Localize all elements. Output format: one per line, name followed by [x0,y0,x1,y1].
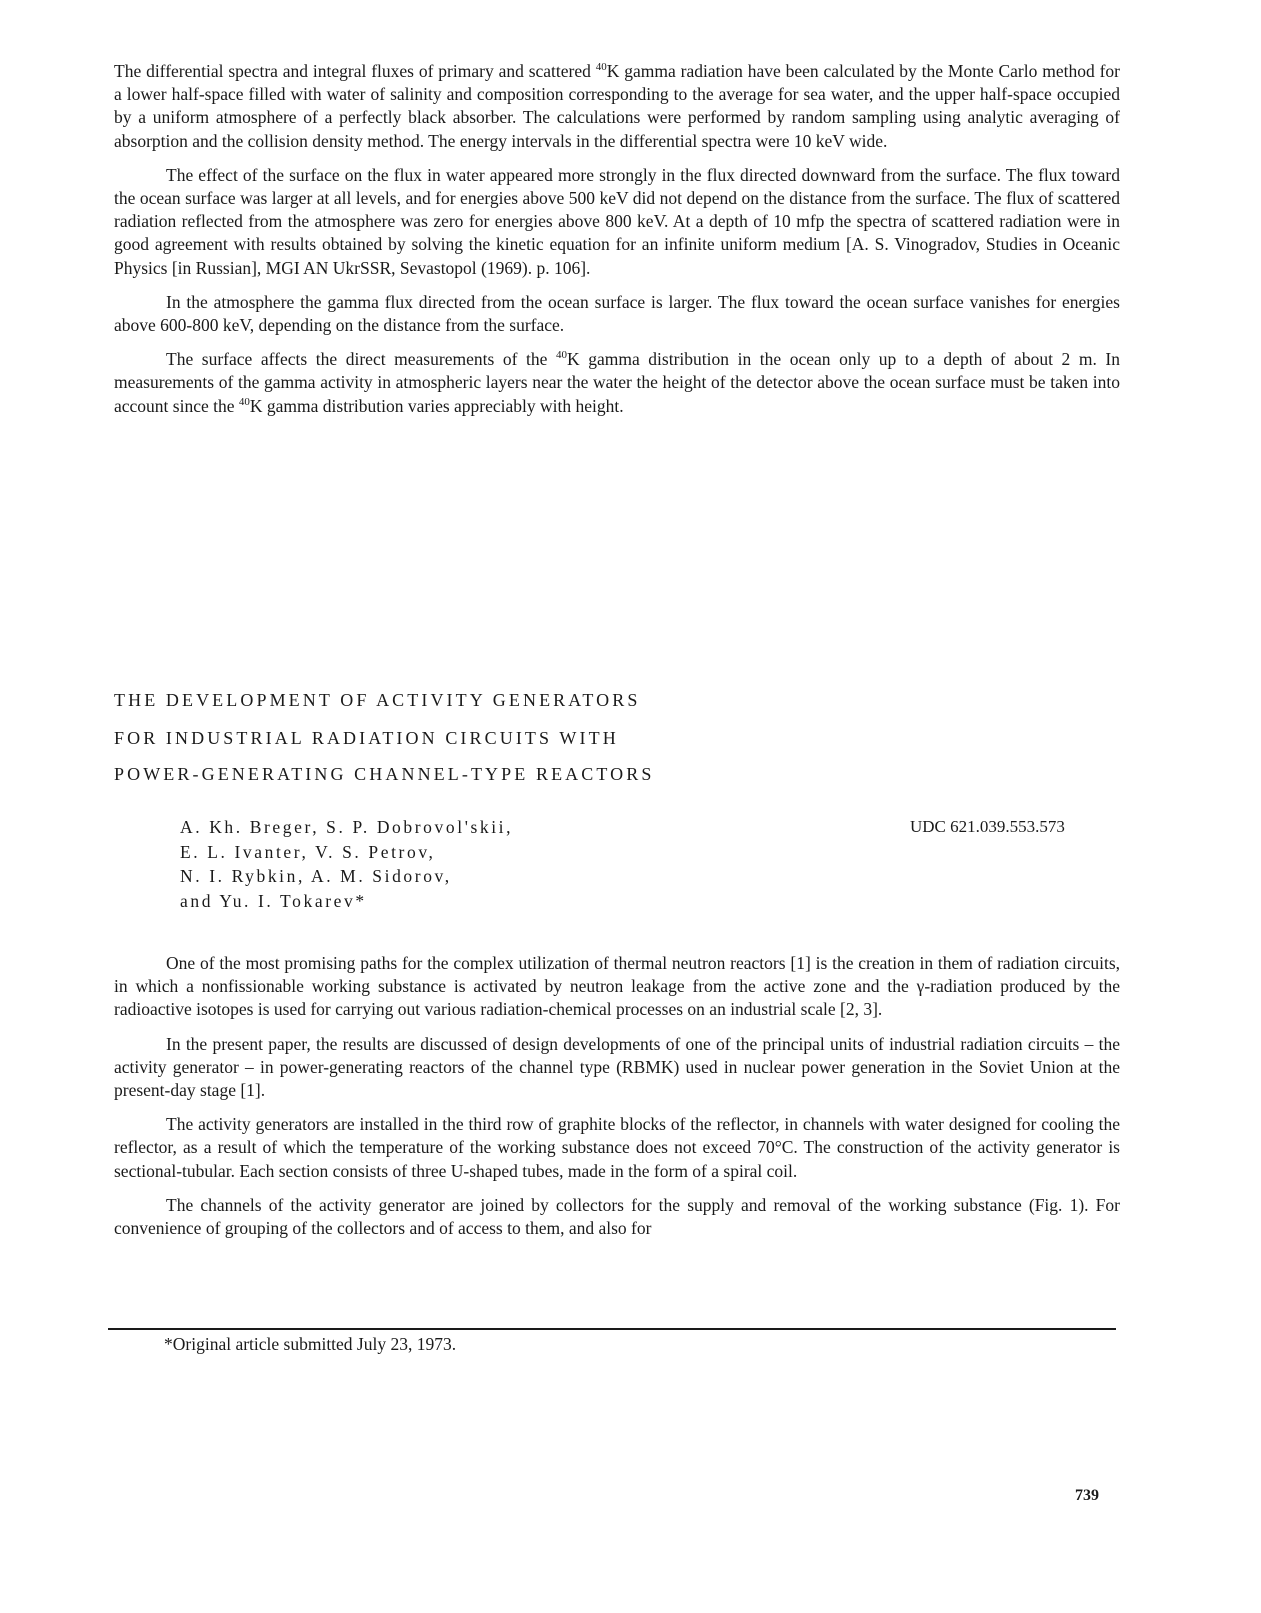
paragraph: The surface affects the direct measurements of the $^{40}$K gamma distribution in the ocean only up to a depth of about 2 m. In measurements of the gamma activity in atmospheric layers near the water the height of the detector above the ocean surface must be taken into account since the $^{40}$K gamma distribution varies appreciably with height. [114,349,1120,416]
superscript: 40 [595,61,607,74]
paragraph: In the present paper, the results are discussed of design developments of one of the principal units of industrial radiation circuits – the activity generator – in power-generating reactors of the channel type (RBMK) used in nuclear power generation in the Soviet Union at the present-day stage [1]. [114,1033,1120,1101]
author-list [180,815,513,913]
author-line: A. Kh. Breger, S. P. Dobrovol'skii, [180,817,514,837]
paragraph: One of the most promising paths for the complex utilization of thermal neutron reactors [1] is the creation in them of radiation circuits, in which a nonfissionable working substance is activated by neutron leakage from the active zone and the γ-radiation produced by the radioactive isotopes is used for carrying out various radiation-chemical processes on an industrial scale [2, 3]. [114,953,1120,1020]
paragraph: The activity generators are installed in the third row of graphite blocks of the reflector, in channels with water designed for cooling the reflector, as a result of which the temperature of the working substance does not exceed 70°C. The construction of the activity generator is sectional-tubular. Each section consists of three U-shaped tubes, made in the form of a spiral coil. [114,1114,1120,1181]
author-line: and Yu. I. Tokarev* [180,890,367,911]
paragraph: The effect of the surface on the flux in water appeared more strongly in the flux directed downward from the surface. The flux toward the ocean surface was larger at all levels, and for energies above 500 keV did not depend on the distance from the surface. The flux of scattered radiation reflected from the atmosphere was zero for energies above 800 keV. At a depth of 10 mfp the spectra of scattered radiation were in good agreement with results obtained by solving the kinetic equation for an infinite uniform medium [A. S. Vinogradov, Studies in Oceanic Physics [in Russian], MGI AN UkrSSR, Sevastopol (1969). p. 106]. [114,164,1120,278]
page-number: 739 [1075,1487,1099,1504]
author-line: E. L. Ivanter, V. S. Petrov, [180,841,436,862]
footnote: *Original article submitted July 23, 1973. [164,1334,457,1354]
article-body [114,952,1120,1240]
paragraph: The differential spectra and integral fluxes of primary and scattered $^{40}$K gamma radiation have been calculated by the Monte Carlo method for a lower half-space filled with water of salinity and composition corresponding to the average for sea water, and the upper half-space occupied by a uniform atmosphere of a perfectly black absorber. The calculations were performed by random sampling using analytic averaging of absorption and the collision density method. The energy intervals in the differential spectra were 10 keV wide. [114,61,1120,151]
article-title-line-2: FOR INDUSTRIAL RADIATION CIRCUITS WITH [114,728,619,748]
top-section [114,60,1120,418]
paragraph: The channels of the activity generator are joined by collectors for the supply and removal of the working substance (Fig. 1). For convenience of grouping of the collectors and of access to them, and also for [114,1194,1120,1239]
author-line: N. I. Rybkin, A. M. Sidorov, [180,866,452,886]
superscript: 40 [238,395,250,408]
article-title-line-3: POWER-GENERATING CHANNEL-TYPE REACTORS [114,764,655,784]
udc-code: UDC 621.039.553.573 [910,817,1065,836]
superscript: 40 [555,349,567,362]
footnote-divider [108,1328,1116,1330]
paragraph: In the atmosphere the gamma flux directed from the ocean surface is larger. The flux toward the ocean surface vanishes for energies above 600-800 keV, depending on the distance from the surface. [114,291,1120,336]
article-title-line-1: THE DEVELOPMENT OF ACTIVITY GENERATORS [114,690,641,710]
